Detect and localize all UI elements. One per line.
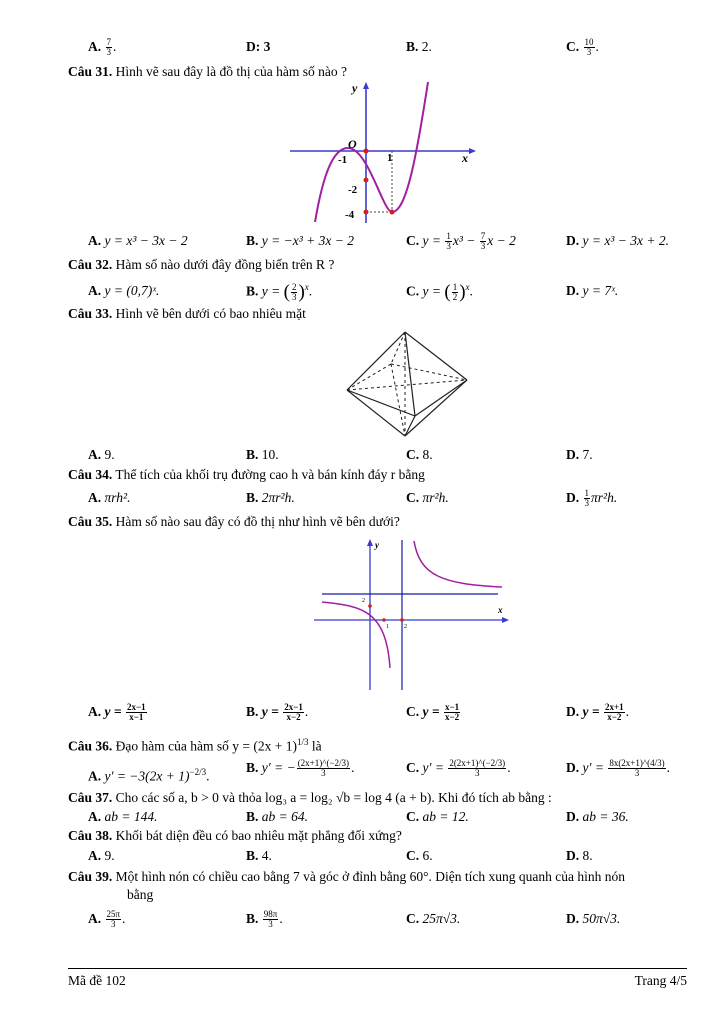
svg-text:-2: -2: [348, 184, 358, 196]
svg-text:O: O: [348, 137, 357, 151]
option-a: A. 9.: [88, 848, 115, 863]
option-a: A. $\frac{25\pi}{3}$ .: [88, 909, 126, 930]
page-footer: [68, 968, 687, 988]
option-a: A. πrh².: [88, 490, 131, 505]
option-d: D. y = $\frac{2x+1}{x-2}$ .: [566, 702, 629, 723]
option-b: B. 2πr²h.: [246, 490, 295, 505]
svg-text:x: x: [462, 151, 468, 165]
question-39: Câu 39. Một hình nón có chiều cao bằng 7 và góc ở đỉnh bằng 60°. Diện tích xung quanh của hình nón: [68, 869, 625, 884]
svg-text:1: 1: [387, 152, 393, 164]
option-d: D. 50π√3.: [566, 911, 621, 926]
option-c: C. y = $\frac{x-1}{x-2}$: [406, 702, 460, 723]
option-d: D. 8.: [566, 848, 593, 863]
option-a: A. 9.: [88, 447, 115, 462]
question-36: Câu 36. Đạo hàm của hàm số $y = (2x + 1)^{1/3}$ là: [68, 737, 322, 754]
option-d: D. 7.: [566, 447, 593, 462]
option-c: C. y = $\frac{1}{3}$ x³ − $\frac{7}{3}$ x − 2: [406, 231, 516, 252]
option-c: C. y′ = $\frac{2(2x+1)\^{}(-2/3)}{3}$ .: [406, 758, 511, 779]
question-31: Câu 31. Hình vẽ sau đây là đồ thị của hàm số nào ?: [68, 64, 347, 79]
svg-text:y: y: [375, 540, 379, 550]
svg-text:y: y: [352, 81, 358, 95]
option-b: B. y = ( $\frac{2}{3}$ )$^x$.: [246, 281, 313, 303]
svg-text:1: 1: [386, 624, 389, 630]
option-b: B. $\frac{98\pi}{3}$ .: [246, 909, 283, 930]
option-d: D. y = x³ − 3x + 2.: [566, 233, 669, 248]
option-a: A. y = x³ − 3x − 2: [88, 233, 188, 248]
option-a: A. $\frac{7}{3}$ .: [88, 37, 117, 58]
option-c: C. ab = 12.: [406, 809, 469, 824]
svg-text:-4: -4: [345, 209, 355, 221]
question-39-cont: bằng: [127, 887, 154, 902]
option-d: D: 3: [246, 39, 271, 54]
exam-code: Mã đề 102: [68, 973, 126, 988]
option-c: C. $\frac{10}{3}$ .: [566, 37, 599, 58]
option-b: B. y = −x³ + 3x − 2: [246, 233, 354, 248]
page-number: Trang 4/5: [634, 973, 687, 988]
option-d: D. ab = 36.: [566, 809, 629, 824]
option-d: D. y = 7ˣ.: [566, 283, 619, 298]
cubic-graph: [288, 80, 478, 225]
option-a: A. y = (0,7)ˣ.: [88, 283, 160, 298]
option-c: C. 6.: [406, 848, 433, 863]
svg-text:2: 2: [362, 598, 365, 604]
option-d: D. y′ = $\frac{8x(2x+1)\^{}(4/3)}{3}$ .: [566, 758, 670, 779]
question-32: Câu 32. Hàm số nào dưới đây đồng biến trên R ?: [68, 257, 335, 272]
option-c: C. y = ( $\frac{1}{2}$ )$^x$.: [406, 281, 473, 303]
option-a: A. ab = 144.: [88, 809, 158, 824]
option-b: B. 2.: [406, 39, 432, 54]
question-35: Câu 35. Hàm số nào sau đây có đồ thị như hình vẽ bên dưới?: [68, 514, 400, 529]
option-a: A. $y' = -3(2x + 1)^{-2/3}$.: [88, 767, 210, 784]
svg-text:2: 2: [404, 624, 407, 630]
option-b: B. ab = 64.: [246, 809, 309, 824]
option-d: D. $\frac{1}{3}$ πr²h.: [566, 488, 618, 509]
hyperbola-graph: [312, 536, 512, 692]
option-b: B. y′ = − $\frac{(2x+1)\^{}(-2/3)}{3}$ .: [246, 758, 355, 779]
svg-text:-1: -1: [338, 154, 348, 166]
option-b: B. 10.: [246, 447, 279, 462]
option-b: B. 4.: [246, 848, 272, 863]
svg-text:x: x: [498, 605, 503, 615]
question-38: Câu 38. Khối bát diện đều có bao nhiêu mặt phẳng đối xứng?: [68, 828, 402, 843]
question-34: Câu 34. Thể tích của khối trụ đường cao h và bán kính đáy r bằng: [68, 467, 425, 482]
option-b: B. y = $\frac{2x-1}{x-2}$ .: [246, 702, 309, 723]
octahedron-figure: [343, 328, 471, 440]
option-c: C. 8.: [406, 447, 433, 462]
option-a: A. y = $\frac{2x-1}{x-1}$: [88, 702, 146, 723]
option-c: C. 25π√3.: [406, 911, 461, 926]
question-37: Câu 37. Cho các số a, b > 0 và thỏa log₃ a = log₂ √b = log 4 (a + b). Khi đó tích ab bằng :: [68, 790, 552, 805]
question-33: Câu 33. Hình vẽ bên dưới có bao nhiêu mặt: [68, 306, 306, 321]
option-c: C. πr²h.: [406, 490, 449, 505]
